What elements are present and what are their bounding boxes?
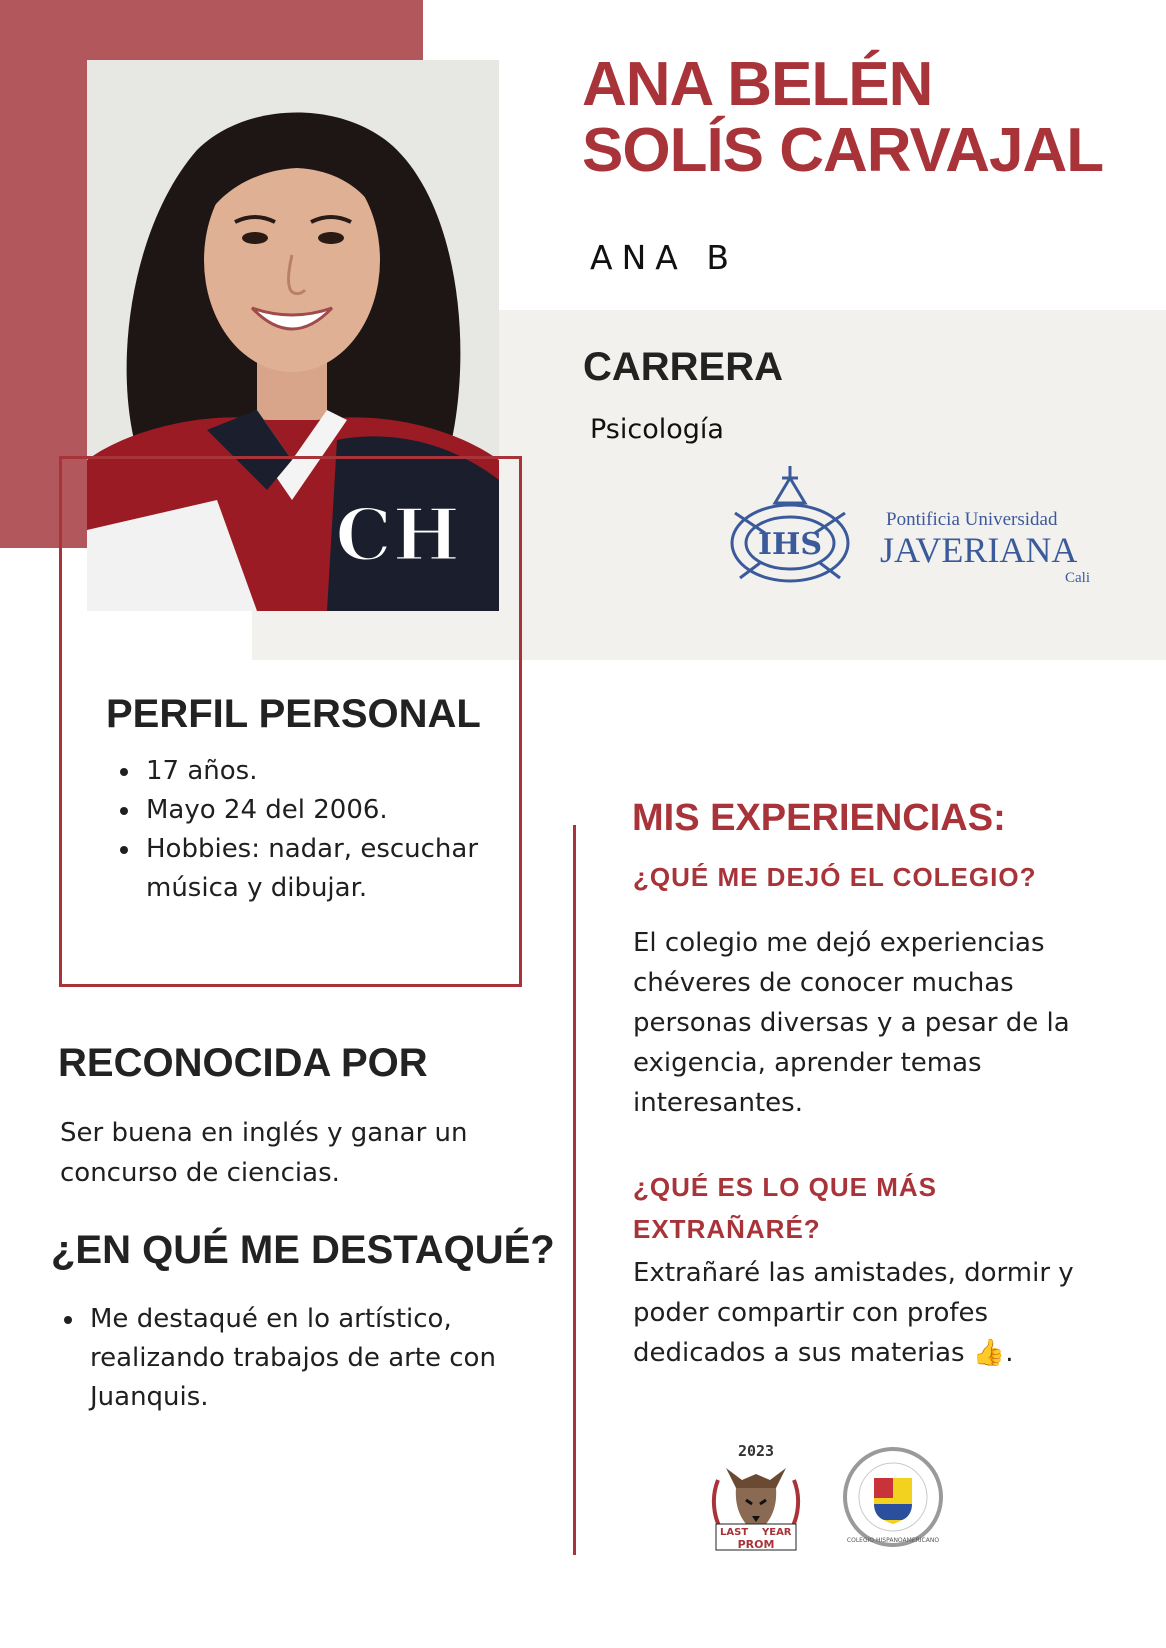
career-heading: CARRERA: [583, 345, 783, 389]
university-line-3: Cali: [1065, 570, 1090, 586]
name-line-1: ANA BELÉN: [582, 50, 933, 119]
profile-item: • Hobbies: nadar, escuchar música y dibujar.: [142, 830, 532, 908]
university-seal-icon: [720, 458, 1100, 608]
profile-item: • 17 años.: [142, 752, 532, 791]
recognized-text: Ser buena en inglés y ganar un concurso de ciencias.: [60, 1118, 468, 1188]
profile-heading: PERFIL PERSONAL: [106, 692, 481, 736]
student-name: [582, 52, 1152, 184]
highlight-item: • Me destaqué en lo artístico, realizando trabajos de arte con Juanquis.: [86, 1300, 516, 1417]
question-2: ¿QUÉ ES LO QUE MÁS EXTRAÑARÉ?: [633, 1172, 938, 1244]
university-logo: [720, 458, 1100, 608]
column-divider: [573, 825, 576, 1555]
prom-line-1: LAST: [720, 1527, 749, 1538]
question-1: ¿QUÉ ME DEJÓ EL COLEGIO?: [633, 862, 1037, 892]
recognized-heading: RECONOCIDA POR: [58, 1041, 428, 1085]
seal-text: IHS: [757, 527, 823, 562]
profile-list: [116, 752, 532, 908]
prom-line-2: YEAR: [762, 1527, 792, 1538]
career-value: Psicología: [590, 414, 724, 445]
school-logo: [842, 1446, 944, 1548]
nickname: ANA B: [590, 238, 738, 277]
prom-2023-logo: [708, 1440, 804, 1552]
university-line-2: JAVERIANA: [880, 530, 1078, 570]
school-name: COLEGIO HISPANOAMERICANO: [846, 1537, 940, 1544]
prom-line-3: PROM: [737, 1538, 775, 1551]
shirt-letters: CH: [335, 492, 461, 577]
school-shield-icon: [842, 1446, 944, 1548]
prom-year: 2023: [737, 1442, 775, 1460]
profile-item: • Mayo 24 del 2006.: [142, 791, 532, 830]
experiences-heading: MIS EXPERIENCIAS:: [632, 797, 1006, 839]
name-line-2: SOLÍS CARVAJAL: [582, 116, 1104, 185]
highlight-heading: ¿EN QUÉ ME DESTAQUÉ?: [51, 1228, 555, 1272]
answer-1: El colegio me dejó experiencias chéveres de conocer muchas personas diversas y a pesar de la exigencia, aprender temas interesantes.: [633, 928, 1070, 1118]
university-line-1: Pontificia Universidad: [886, 509, 1058, 530]
highlight-list: [60, 1300, 516, 1417]
answer-2: Extrañaré las amistades, dormir y poder compartir con profes dedicados a sus materias 👍.: [633, 1258, 1074, 1368]
wolf-icon: [708, 1440, 804, 1552]
